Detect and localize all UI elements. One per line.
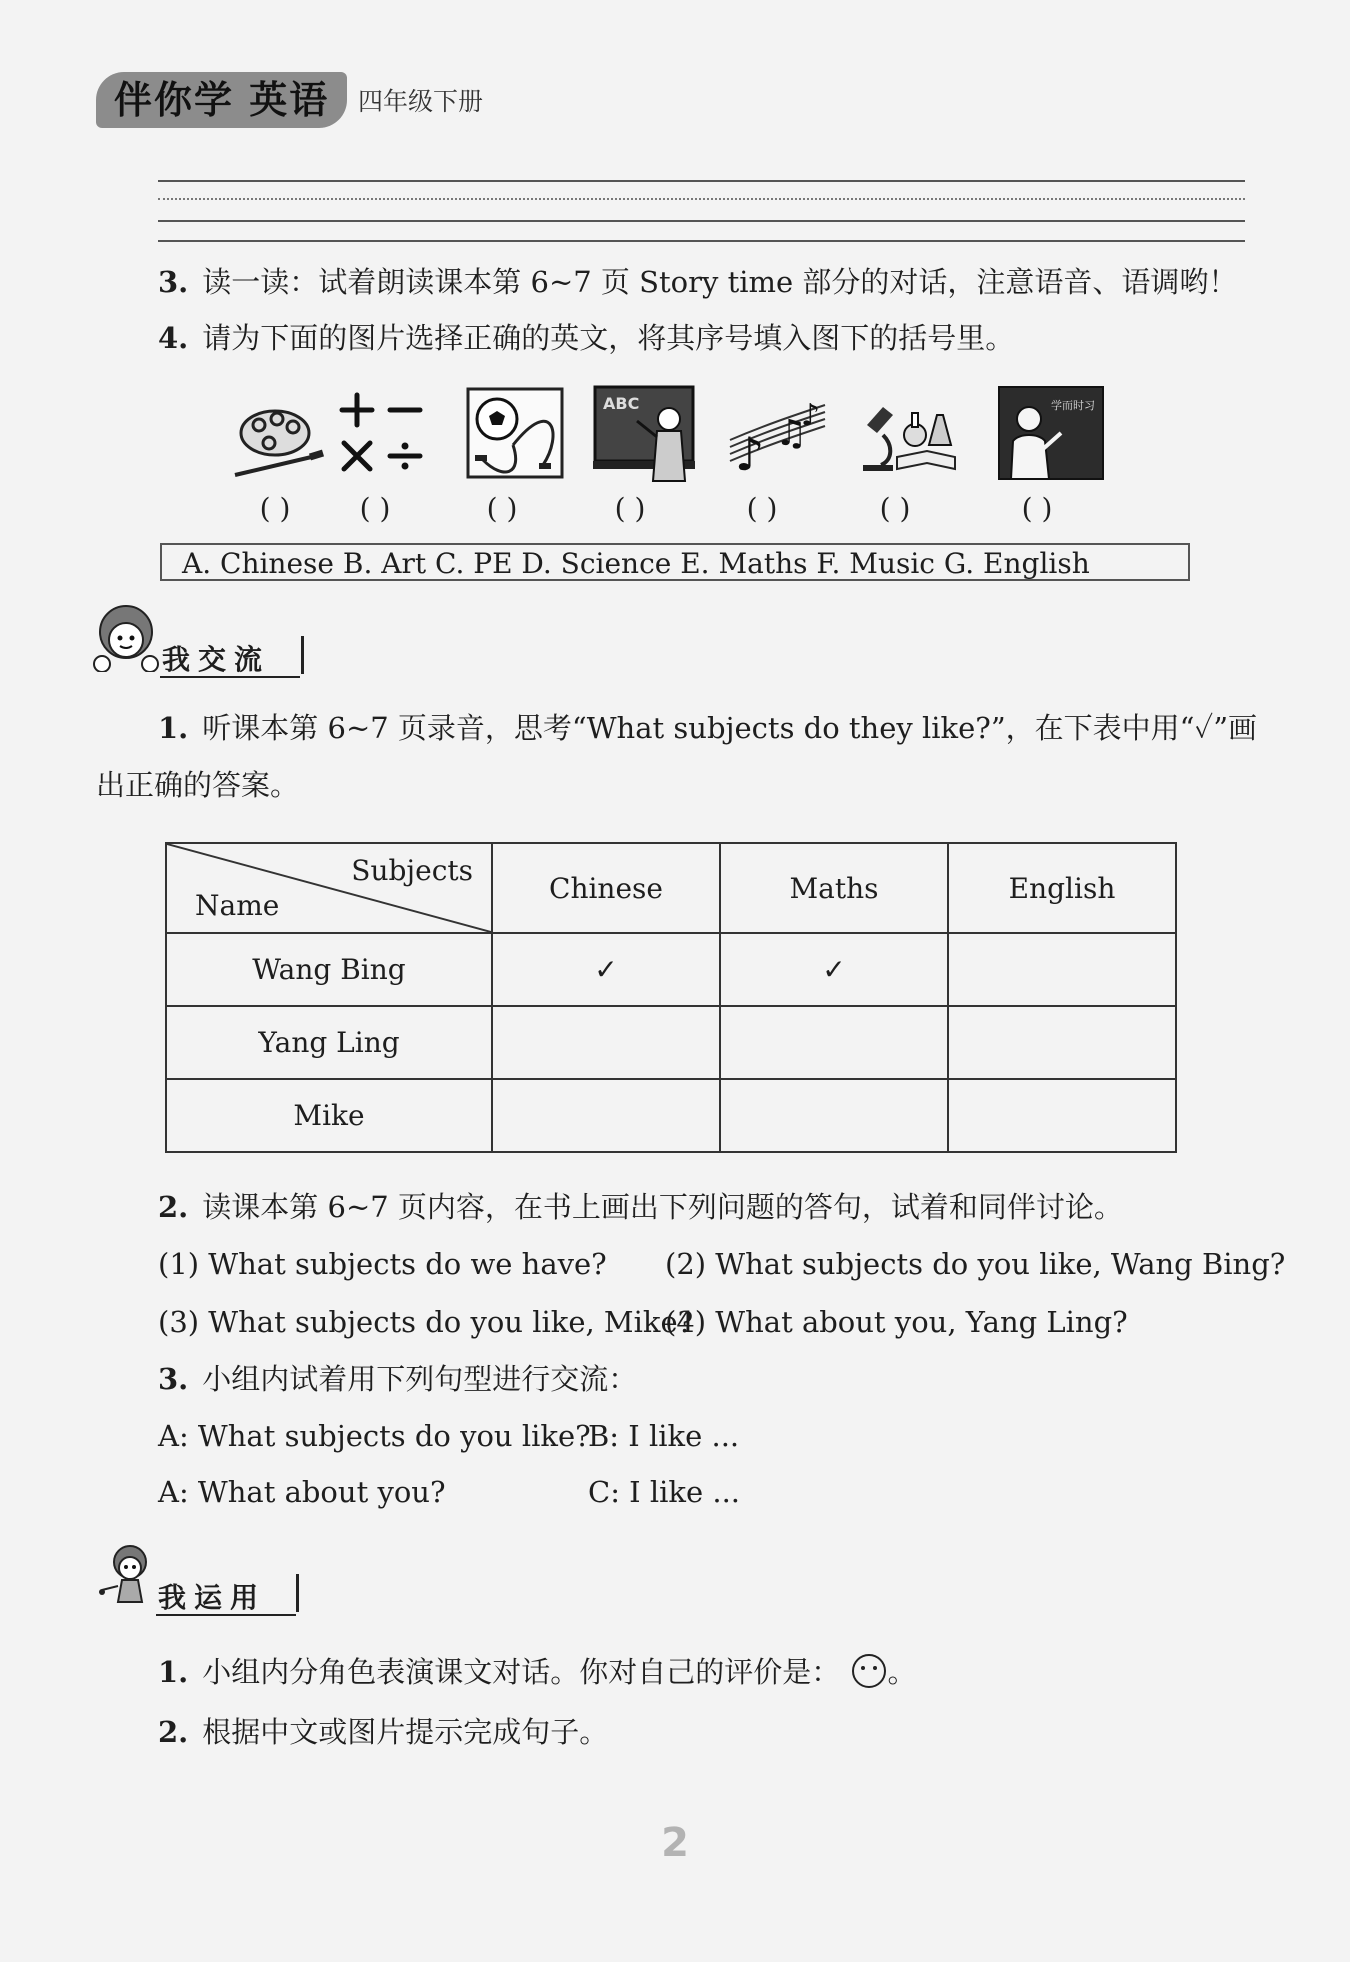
writing-line — [158, 220, 1245, 222]
answer-cell[interactable]: ✓ — [492, 933, 720, 1006]
answer-bracket-7[interactable]: ( ) — [1021, 492, 1053, 525]
page-number: 2 — [661, 1820, 689, 1866]
svg-text:♪: ♪ — [735, 427, 765, 481]
section-exchange-title: 我交流 — [162, 643, 271, 676]
dialogue-line-b: B: I like ... — [588, 1419, 740, 1453]
subjects-table — [165, 842, 1177, 1153]
column-header: Chinese — [492, 843, 720, 933]
row-name: Yang Ling — [166, 1006, 492, 1079]
question-3-read: 3. 读一读：试着朗读课本第 6~7 页 Story time 部分的对话，注意语音、语调哟！ — [158, 265, 1238, 299]
answer-cell[interactable] — [720, 1079, 948, 1152]
answer-cell[interactable]: ✓ — [720, 933, 948, 1006]
answer-cell[interactable] — [948, 1006, 1176, 1079]
svg-text:♫: ♫ — [775, 413, 808, 454]
answer-brackets — [225, 492, 1125, 532]
dialogue-line-a1: A: What subjects do you like? — [158, 1419, 591, 1453]
apply-q2: 2. 根据中文或图片提示完成句子。 — [158, 1715, 609, 1749]
grade-label: 四年级下册 — [358, 87, 484, 116]
section-underline — [156, 1614, 296, 1616]
writing-line-dotted — [158, 198, 1245, 200]
answer-bracket-2[interactable]: ( ) — [359, 492, 391, 525]
chinese-icon — [997, 385, 1105, 485]
section-underline — [160, 676, 300, 678]
q2-item-3: (3) What subjects do you like, Mike? — [158, 1305, 694, 1339]
dialogue-line-c: C: I like ... — [588, 1475, 741, 1509]
answer-bracket-5[interactable]: ( ) — [746, 492, 778, 525]
music-icon — [725, 385, 833, 485]
svg-text:ABC: ABC — [603, 394, 640, 413]
exchange-q3: 3. 小组内试着用下列句型进行交流： — [158, 1362, 638, 1396]
q2-item-4: (4) What about you, Yang Ling? — [665, 1305, 1128, 1339]
pe-icon — [463, 385, 571, 485]
writing-line — [158, 240, 1245, 242]
answer-bracket-3[interactable]: ( ) — [486, 492, 518, 525]
table-row — [166, 1006, 1176, 1079]
column-header: Maths — [720, 843, 948, 933]
table-row — [166, 933, 1176, 1006]
smiley-face-icon[interactable] — [850, 1652, 888, 1690]
row-name: Wang Bing — [166, 933, 492, 1006]
svg-text:♪: ♪ — [801, 398, 821, 433]
girl-cartoon-icon — [92, 600, 162, 672]
corner-subjects-label: Subjects — [351, 854, 473, 887]
section-bar — [301, 636, 304, 674]
exchange-q1-cont: 出正确的答案。 — [96, 768, 300, 802]
q2-item-2: (2) What subjects do you like, Wang Bing? — [665, 1247, 1286, 1281]
answer-cell[interactable] — [720, 1006, 948, 1079]
answer-cell[interactable] — [948, 933, 1176, 1006]
question-4-match: 4. 请为下面的图片选择正确的英文，将其序号填入图下的括号里。 — [158, 321, 1015, 355]
exchange-q1: 1. 听课本第 6~7 页录音，思考“What subjects do they like?”，在下表中用“✓”画 — [158, 711, 1258, 745]
section-bar — [296, 1574, 299, 1612]
brand-logo: 伴你学 英语 — [96, 72, 347, 128]
section-apply-title: 我运用 — [158, 1581, 267, 1614]
answer-bracket-4[interactable]: ( ) — [614, 492, 646, 525]
column-header: English — [948, 843, 1176, 933]
q2-item-1: (1) What subjects do we have? — [158, 1247, 607, 1281]
exchange-q2: 2. 读课本第 6~7 页内容，在书上画出下列问题的答句，试着和同伴讨论。 — [158, 1190, 1123, 1224]
answer-bracket-1[interactable]: ( ) — [259, 492, 291, 525]
corner-name-label: Name — [195, 889, 280, 922]
writing-line — [158, 180, 1245, 182]
subject-pictures — [225, 385, 1125, 495]
art-icon — [225, 385, 333, 485]
science-icon — [853, 385, 961, 485]
answer-cell[interactable] — [492, 1079, 720, 1152]
table-row — [166, 1079, 1176, 1152]
row-name: Mike — [166, 1079, 492, 1152]
answer-cell[interactable] — [948, 1079, 1176, 1152]
girl-cartoon-icon-2 — [98, 1540, 158, 1610]
maths-icon — [330, 385, 438, 485]
table-corner-cell — [166, 843, 492, 933]
apply-q1: 1. 小组内分角色表演课文对话。你对自己的评价是： 。 — [158, 1652, 917, 1692]
options-box: A. Chinese B. Art C. PE D. Science E. Maths F. Music G. English — [160, 543, 1190, 581]
svg-text:学而时习: 学而时习 — [1051, 399, 1095, 412]
dialogue-line-a2: A: What about you? — [158, 1475, 446, 1509]
english-icon — [593, 385, 701, 485]
answer-cell[interactable] — [492, 1006, 720, 1079]
answer-bracket-6[interactable]: ( ) — [879, 492, 911, 525]
